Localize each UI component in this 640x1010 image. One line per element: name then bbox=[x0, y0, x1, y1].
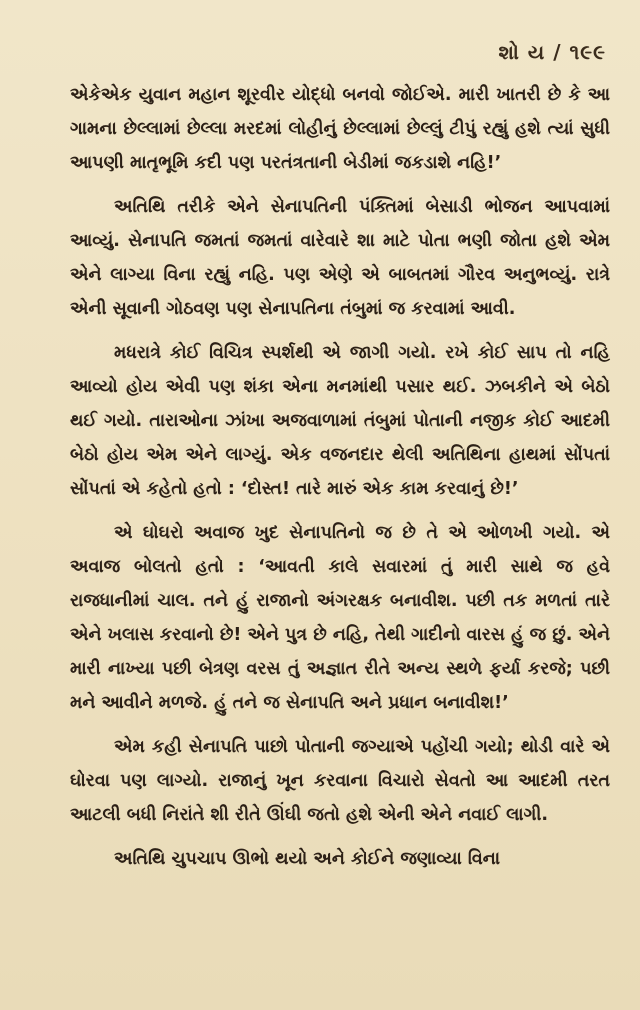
paragraph: એ ઘોઘરો અવાજ ખુદ સેનાપતિનો જ છે તે એ ઓળખી ગયો. એ અવાજ બોલતો હતો : ‘આવતી કાલે સવારમાં તું મારી સાથે જ હવે રાજધાનીમાં ચાલ. તને હું રાજાનો અંગરક્ષક બનાવીશ. પછી તક મળતાં તારે એને ખલાસ કરવાનો છે! એને પુત્ર છે નહિ, તેથી ગાદીનો વારસ હું જ છું. એને મારી નાખ્યા પછી બેત્રણ વરસ તું અજ્ઞાત રીતે અન્ય સ્થળે ફર્યા કરજે; પછી મને આવીને મળજે. હું તને જ સેનાપતિ અને પ્રધાન બનાવીશ!’ bbox=[70, 523, 610, 713]
paragraph: એમ કહી સેનાપતિ પાછો પોતાની જગ્યાએ પહોંચી ગયો; થોડી વારે એ ઘોરવા પણ લાગ્યો. રાજાનું ખૂન કરવાના વિચારો સેવતો આ આદમી તરત આટલી બધી નિરાંતે શી રીતે ઊંઘી જતો હશે એની એને નવાઈ લાગી. bbox=[70, 737, 610, 825]
paragraph: મધરાત્રે કોઈ વિચિત્ર સ્પર્શથી એ જાગી ગયો. રખે કોઈ સાપ તો નહિ આવ્યો હોય એવી પણ શંકા એના મનમાંથી પસાર થઈ. ઝબકીને એ બેઠો થઈ ગયો. તારાઓના ઝાંખા અજવાળામાં તંબુમાં પોતાની નજીક કોઈ આદમી બેઠો હોય એમ એને લાગ્યું. એક વજનદાર થેલી અતિથિના હાથમાં સોંપતાં સોંપતાં એ કહેતો હતો : ‘દોસ્ત! તારે મારું એક કામ કરવાનું છે!’ bbox=[70, 343, 610, 499]
paragraph: અતિથિ તરીકે એને સેનાપતિની પંક્તિમાં બેસાડી ભોજન આપવામાં આવ્યું. સેનાપતિ જમતાં જમતાં વારેવારે શા માટે પોતા ભણી જોતા હશે એમ એને લાગ્યા વિના રહ્યું નહિ. પણ એણે એ બાબતમાં ગૌરવ અનુભવ્યું. રાત્રે એની સૂવાની ગોઠવણ પણ સેનાપતિના તંબુમાં જ કરવામાં આવી. bbox=[70, 197, 610, 319]
paragraph: એકેએક યુવાન મહાન શૂરવીર યોદ્ધો બનવો જોઈએ. મારી ખાતરી છે કે આ ગામના છેલ્લામાં છેલ્લા મરદમાં લોહીનું છેલ્લામાં છેલ્લું ટીપું રહ્યું હશે ત્યાં સુધી આપણી માતૃભૂમિ કદી પણ પરતંત્રતાની બેડીમાં જકડાશે નહિ!’ bbox=[70, 85, 610, 173]
running-head: શો ય / ૧૯૯ bbox=[498, 40, 606, 64]
body-text bbox=[70, 78, 610, 886]
paragraph: અતિથિ ચુપચાપ ઊભો થયો અને કોઈને જણાવ્યા વિના bbox=[114, 849, 501, 869]
